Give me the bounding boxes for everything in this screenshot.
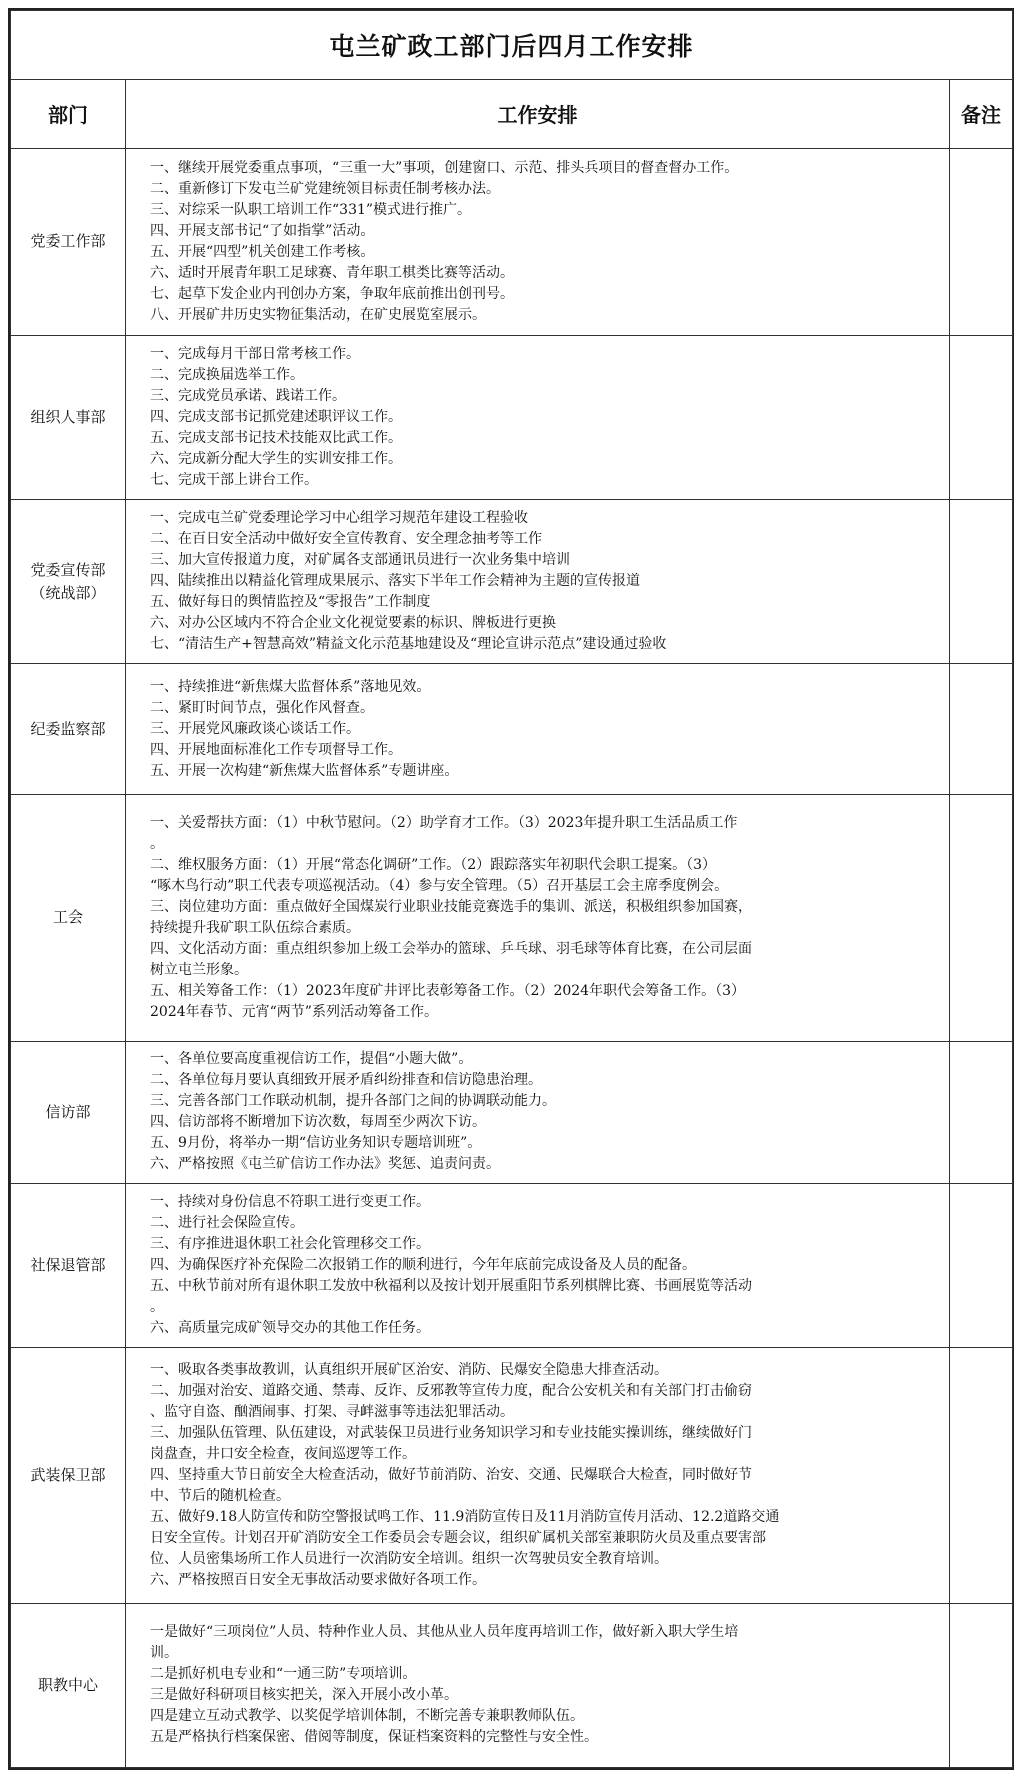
task-line: 二、各单位每月要认真细致开展矛盾纠纷排查和信访隐患治理。: [150, 1072, 542, 1089]
task-line: 三、加强队伍管理、队伍建设，对武装保卫员进行业务知识学习和专业技能实操训练，继续做好门: [150, 1424, 752, 1441]
task-line: 一、吸取各类事故教训，认真组织开展矿区治安、消防、民爆安全隐患大排查活动。: [150, 1361, 668, 1378]
task-line: 一、关爱帮扶方面：（1）中秋节慰问。（2）助学育才工作。（3）2023年提升职工生活品质工作: [150, 814, 738, 831]
task-line: 五、开展“四型”机关创建工作考核。: [150, 243, 375, 260]
task-line: 四、信访部将不断增加下访次数，每周至少两次下访。: [150, 1114, 486, 1131]
task-line: 七、起草下发企业内刊创办方案，争取年底前推出创刊号。: [150, 285, 514, 302]
task-line: 一、持续推进“新焦煤大监督体系”落地见效。: [150, 678, 431, 695]
note-cell: [950, 148, 1013, 335]
task-line: 一、完成屯兰矿党委理论学习中心组学习规范年建设工程验收: [150, 510, 528, 527]
table-row: [11, 795, 1013, 1041]
task-line: 三、加大宣传报道力度，对矿属各支部通讯员进行一次业务集中培训: [150, 552, 570, 569]
task-line: 四、完成支部书记抓党建述职评议工作。: [150, 408, 402, 425]
task-line: 持续提升我矿职工队伍综合素质。: [150, 919, 360, 936]
task-line: 一、持续对身份信息不符职工进行变更工作。: [150, 1193, 430, 1210]
task-line: 一、各单位要高度重视信访工作，提倡“小题大做”。: [150, 1051, 473, 1068]
task-line: 一、继续开展党委重点事项，“三重一大”事项，创建窗口、示范、排头兵项目的督查督办工作。: [150, 159, 739, 176]
header-note: 备注: [950, 79, 1013, 148]
header-tasks: 工作安排: [126, 79, 950, 148]
task-line: 二、进行社会保险宣传。: [150, 1214, 304, 1231]
task-line: 八、开展矿井历史实物征集活动，在矿史展览室展示。: [150, 306, 486, 323]
dept-cell: 纪委监察部: [11, 664, 126, 795]
table-row: [11, 1347, 1013, 1603]
task-line: 五、9月份，将举办一期“信访业务知识专题培训班”。: [150, 1135, 482, 1152]
tasks-cell: [126, 148, 950, 335]
tasks-cell: [126, 1603, 950, 1767]
task-line: 四、为确保医疗补充保险二次报销工作的顺利进行，今年年底前完成设备及人员的配备。: [150, 1256, 696, 1273]
dept-cell: 职教中心: [11, 1603, 126, 1767]
page-title: 屯兰矿政工部门后四月工作安排: [11, 11, 1013, 80]
dept-cell: 党委宣传部 （统战部）: [11, 500, 126, 664]
work-plan-table: [10, 10, 1013, 1768]
task-line: 六、高质量完成矿领导交办的其他工作任务。: [150, 1319, 430, 1336]
task-line: 一是做好“三项岗位”人员、特种作业人员、其他从业人员年度再培训工作，做好新入职大学生培: [150, 1624, 739, 1641]
task-line: 五、做好9.18人防宣传和防空警报试鸣工作、11.9消防宣传日及11月消防宣传月活动、12.2道路交通: [150, 1508, 780, 1525]
task-line: 四、开展支部书记“了如指掌”活动。: [150, 222, 375, 239]
title-row: [11, 11, 1013, 80]
note-cell: [950, 1603, 1013, 1767]
header-row: [11, 79, 1013, 148]
task-line: 三、开展党风廉政谈心谈话工作。: [150, 720, 360, 737]
table-row: [11, 335, 1013, 499]
task-line: 训。: [150, 1645, 178, 1662]
task-line: 四是建立互动式教学、以奖促学培训体制，不断完善专兼职教师队伍。: [150, 1708, 584, 1725]
header-dept: 部门: [11, 79, 126, 148]
tasks-cell: [126, 1041, 950, 1183]
table-row: [11, 148, 1013, 335]
note-cell: [950, 664, 1013, 795]
task-line: 2024年春节、元宵“两节”系列活动筹备工作。: [150, 1003, 438, 1020]
task-line: 、监守自盗、酗酒闹事、打架、寻衅滋事等违法犯罪活动。: [150, 1403, 514, 1420]
work-plan-sheet: [8, 8, 1014, 1770]
task-line: 六、严格按照《屯兰矿信访工作办法》奖惩、追责问责。: [150, 1156, 500, 1173]
task-line: 七、“清洁生产+智慧高效”精益文化示范基地建设及“理论宣讲示范点”建设通过验收: [150, 636, 667, 653]
note-cell: [950, 335, 1013, 499]
task-line: 六、严格按照百日安全无事故活动要求做好各项工作。: [150, 1571, 486, 1588]
task-line: 四、陆续推出以精益化管理成果展示、落实下半年工作会精神为主题的宣传报道: [150, 573, 640, 590]
task-line: 三、完善各部门工作联动机制，提升各部门之间的协调联动能力。: [150, 1093, 556, 1110]
task-line: 二、完成换届选举工作。: [150, 366, 304, 383]
dept-cell: 组织人事部: [11, 335, 126, 499]
table-row: [11, 500, 1013, 664]
task-line: 二、维权服务方面：（1）开展“常态化调研”工作。（2）跟踪落实年初职代会职工提案。（3）: [150, 856, 717, 873]
task-line: 六、完成新分配大学生的实训安排工作。: [150, 450, 402, 467]
task-line: 五、中秋节前对所有退休职工发放中秋福利以及按计划开展重阳节系列棋牌比赛、书画展览等活动: [150, 1277, 752, 1294]
task-line: 四、开展地面标准化工作专项督导工作。: [150, 741, 402, 758]
task-line: 。: [150, 1298, 164, 1315]
dept-cell: 社保退管部: [11, 1183, 126, 1347]
dept-cell: 工会: [11, 795, 126, 1041]
tasks-cell: [126, 335, 950, 499]
task-line: 六、适时开展青年职工足球赛、青年职工棋类比赛等活动。: [150, 264, 514, 281]
task-line: 树立屯兰形象。: [150, 961, 248, 978]
note-cell: [950, 795, 1013, 1041]
task-line: 岗盘查，井口安全检查，夜间巡逻等工作。: [150, 1445, 416, 1462]
task-line: 五、开展一次构建“新焦煤大监督体系”专题讲座。: [150, 762, 459, 779]
task-line: “啄木鸟行动”职工代表专项巡视活动。（4）参与安全管理。（5）召开基层工会主席季度例会。: [150, 877, 729, 894]
table-row: [11, 1041, 1013, 1183]
table-row: [11, 664, 1013, 795]
tasks-cell: [126, 500, 950, 664]
task-line: 四、文化活动方面：重点组织参加上级工会举办的篮球、乒乓球、羽毛球等体育比赛，在公司层面: [150, 940, 752, 957]
task-line: 二、紧盯时间节点，强化作风督查。: [150, 699, 374, 716]
task-line: 二、重新修订下发屯兰矿党建统领目标责任制考核办法。: [150, 180, 500, 197]
task-line: 中、节后的随机检查。: [150, 1487, 290, 1504]
task-line: 。: [150, 835, 164, 852]
note-cell: [950, 1183, 1013, 1347]
tasks-cell: [126, 664, 950, 795]
dept-cell: 党委工作部: [11, 148, 126, 335]
task-line: 三是做好科研项目核实把关，深入开展小改小革。: [150, 1687, 458, 1704]
task-line: 二、在百日安全活动中做好安全宣传教育、安全理念抽考等工作: [150, 531, 542, 548]
task-line: 五是严格执行档案保密、借阅等制度，保证档案资料的完整性与安全性。: [150, 1729, 598, 1746]
task-line: 二、加强对治安、道路交通、禁毒、反诈、反邪教等宣传力度，配合公安机关和有关部门打击偷窃: [150, 1382, 752, 1399]
task-line: 二是抓好机电专业和“一通三防”专项培训。: [150, 1666, 417, 1683]
task-line: 三、对综采一队职工培训工作“331”模式进行推广。: [150, 201, 472, 218]
note-cell: [950, 500, 1013, 664]
dept-cell: 武装保卫部: [11, 1347, 126, 1603]
task-line: 五、相关筹备工作：（1）2023年度矿井评比表彰筹备工作。（2）2024年职代会筹备工作。（3）: [150, 982, 745, 999]
table-row: [11, 1183, 1013, 1347]
task-line: 三、岗位建功方面：重点做好全国煤炭行业职业技能竞赛选手的集训、派送，积极组织参加国赛，: [150, 898, 752, 915]
task-line: 四、坚持重大节日前安全大检查活动，做好节前消防、治安、交通、民爆联合大检查，同时做好节: [150, 1466, 752, 1483]
tasks-cell: [126, 1347, 950, 1603]
task-line: 三、完成党员承诺、践诺工作。: [150, 387, 346, 404]
task-line: 一、完成每月干部日常考核工作。: [150, 345, 360, 362]
task-line: 七、完成干部上讲台工作。: [150, 471, 318, 488]
task-line: 日安全宣传。计划召开矿消防安全工作委员会专题会议，组织矿属机关部室兼职防火员及重点要害部: [150, 1529, 766, 1546]
task-line: 三、有序推进退休职工社会化管理移交工作。: [150, 1235, 430, 1252]
note-cell: [950, 1041, 1013, 1183]
task-line: 五、完成支部书记技术技能双比武工作。: [150, 429, 402, 446]
tasks-cell: [126, 795, 950, 1041]
task-line: 五、做好每日的舆情监控及“零报告”工作制度: [150, 594, 431, 611]
table-row: [11, 1603, 1013, 1767]
task-line: 位、人员密集场所工作人员进行一次消防安全培训。组织一次驾驶员安全教育培训。: [150, 1550, 668, 1567]
task-line: 六、对办公区域内不符合企业文化视觉要素的标识、牌板进行更换: [150, 615, 556, 632]
note-cell: [950, 1347, 1013, 1603]
dept-cell: 信访部: [11, 1041, 126, 1183]
tasks-cell: [126, 1183, 950, 1347]
